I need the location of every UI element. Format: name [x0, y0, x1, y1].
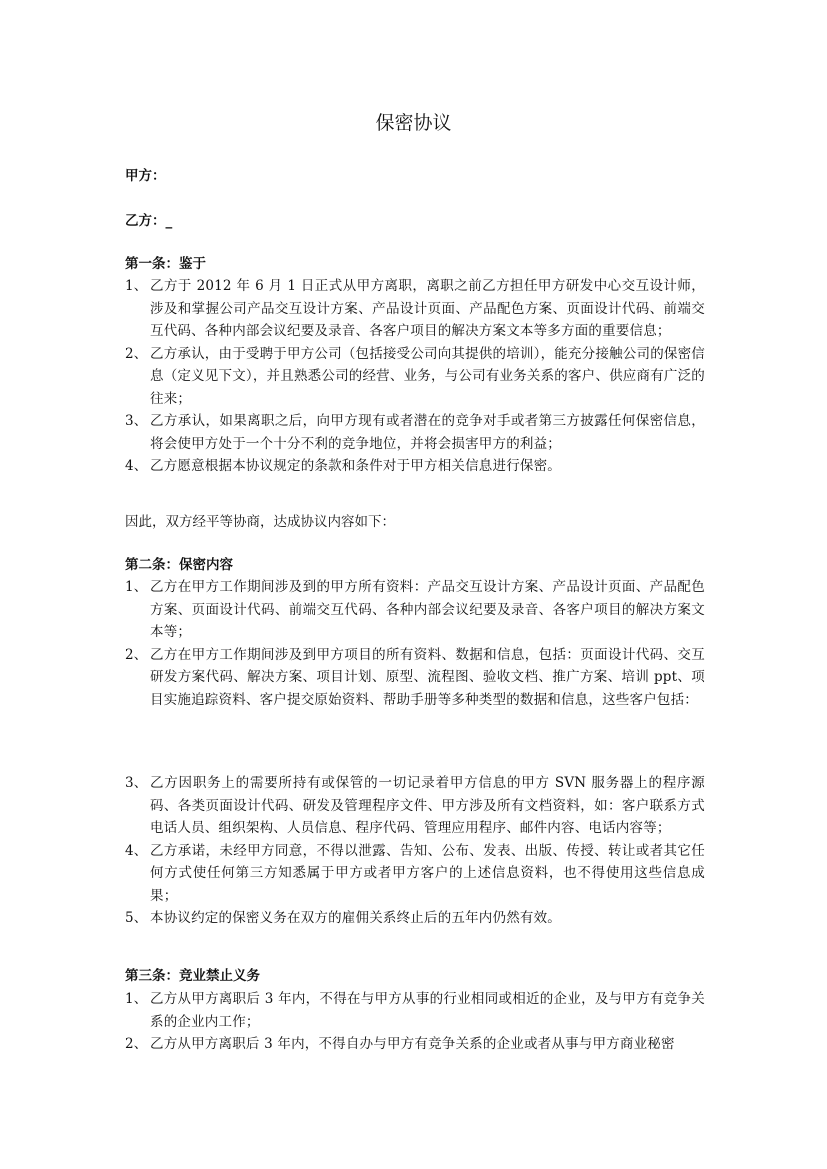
- list-item: 5、 本协议约定的保密义务在双方的雇佣关系终止后的五年内仍然有效。: [125, 910, 561, 926]
- item-text: 乙方在甲方工作期间涉及到甲方项目的所有资料、数据和信息，包括：页面设计代码、交互研发方案代码、解决方案、项目计划、原型、流程图、验收文档、推广方案、培训 ppt、项目实施追踪资料、客户提交原始资料、帮助手册等多种类型的数据和信息，这些客户包括：: [150, 646, 705, 708]
- section-1-heading: 第一条：鉴于: [125, 256, 206, 272]
- item-text: 乙方于 2012 年 6 月 1 日正式从甲方离职，离职之前乙方担任甲方研发中心交互设计师，涉及和掌握公司产品交互设计方案、产品设计页面、产品配色方案、页面设计代码、前端交互代码、各种内部会议纪要及录音、各客户项目的解决方案文本等多方面的重要信息；: [150, 278, 705, 339]
- list-item: 3、 乙方因职务上的需要所持有或保管的一切记录着甲方信息的甲方 SVN 服务器上的程序源码、各类页面设计代码、研发及管理程序文件、甲方涉及所有文档资料，如：客户联系方式电话人员、组织架构、人员信息、程序代码、管理应用程序、邮件内容、电话内容等；: [125, 775, 705, 836]
- party-b-label: 乙方：_: [125, 213, 173, 229]
- list-item: 2、 乙方从甲方离职后 3 年内，不得自办与甲方有竞争关系的企业或者从事与甲方商业秘密: [125, 1036, 675, 1052]
- list-item: 2、 乙方承认，由于受聘于甲方公司（包括接受公司向其提供的培训），能充分接触公司的保密信息（定义见下文），并且熟悉公司的经营、业务，与公司有业务关系的客户、供应商有广泛的往来；: [125, 345, 705, 407]
- list-item: 4、 乙方愿意根据本协议规定的条款和条件对于甲方相关信息进行保密。: [125, 458, 561, 474]
- list-item: 2、 乙方在甲方工作期间涉及到甲方项目的所有资料、数据和信息，包括：页面设计代码、交互研发方案代码、解决方案、项目计划、原型、流程图、验收文档、推广方案、培训 ppt、项目实施追踪资料、客户提交原始资料、帮助手册等多种类型的数据和信息，这些客户包括：: [125, 646, 705, 708]
- item-text: 乙方从甲方离职后 3 年内，不得在与甲方从事的行业相同或相近的企业，及与甲方有竞争关系的企业内工作；: [150, 991, 705, 1030]
- list-item: 3、 乙方承认，如果离职之后，向甲方现有或者潜在的竞争对手或者第三方披露任何保密信息，将会使甲方处于一个十分不利的竞争地位，并将会损害甲方的利益；: [125, 413, 705, 452]
- transition-paragraph: 因此，双方经平等协商，达成协议内容如下：: [125, 514, 395, 530]
- list-item: 1、 乙方在甲方工作期间涉及到的甲方所有资料：产品交互设计方案、产品设计页面、产品配色方案、页面设计代码、前端交互代码、各种内部会议纪要及录音、各客户项目的解决方案文本等；: [125, 579, 705, 640]
- item-text: 乙方承认，由于受聘于甲方公司（包括接受公司向其提供的培训），能充分接触公司的保密信息（定义见下文），并且熟悉公司的经营、业务，与公司有业务关系的客户、供应商有广泛的往来；: [150, 345, 705, 407]
- item-text: 乙方在甲方工作期间涉及到的甲方所有资料：产品交互设计方案、产品设计页面、产品配色方案、页面设计代码、前端交互代码、各种内部会议纪要及录音、各客户项目的解决方案文本等；: [150, 579, 705, 640]
- list-item: 4、 乙方承诺，未经甲方同意，不得以泄露、告知、公布、发表、出版、传授、转让或者其它任何方式使任何第三方知悉属于甲方或者甲方客户的上述信息资料，也不得使用这些信息成果；: [125, 842, 705, 904]
- section-1-list: [125, 275, 705, 478]
- item-text: 乙方从甲方离职后 3 年内，不得自办与甲方有竞争关系的企业或者从事与甲方商业秘密: [150, 1036, 675, 1052]
- party-a-label: 甲方：: [125, 168, 166, 184]
- item-text: 乙方愿意根据本协议规定的条款和条件对于甲方相关信息进行保密。: [150, 458, 561, 474]
- item-text: 乙方承诺，未经甲方同意，不得以泄露、告知、公布、发表、出版、传授、转让或者其它任何方式使任何第三方知悉属于甲方或者甲方客户的上述信息资料，也不得使用这些信息成果；: [150, 842, 705, 904]
- list-item: 1、 乙方于 2012 年 6 月 1 日正式从甲方离职，离职之前乙方担任甲方研发中心交互设计师，涉及和掌握公司产品交互设计方案、产品设计页面、产品配色方案、页面设计代码、前端交互代码、各种内部会议纪要及录音、各客户项目的解决方案文本等多方面的重要信息；: [125, 278, 705, 339]
- document-title: 保密协议: [375, 112, 452, 134]
- section-2-list-b: [125, 772, 705, 930]
- section-3-list: [125, 988, 705, 1056]
- section-3-heading: 第三条：竞业禁止义务: [125, 968, 260, 984]
- item-text: 乙方因职务上的需要所持有或保管的一切记录着甲方信息的甲方 SVN 服务器上的程序源码、各类页面设计代码、研发及管理程序文件、甲方涉及所有文档资料，如：客户联系方式电话人员、组织架构、人员信息、程序代码、管理应用程序、邮件内容、电话内容等；: [150, 775, 705, 836]
- list-item: 1、 乙方从甲方离职后 3 年内，不得在与甲方从事的行业相同或相近的企业，及与甲方有竞争关系的企业内工作；: [125, 991, 705, 1030]
- section-2-list-a: [125, 576, 705, 711]
- item-text: 本协议约定的保密义务在双方的雇佣关系终止后的五年内仍然有效。: [150, 910, 561, 926]
- section-2-heading: 第二条：保密内容: [125, 557, 233, 573]
- item-text: 乙方承认，如果离职之后，向甲方现有或者潜在的竞争对手或者第三方披露任何保密信息，将会使甲方处于一个十分不利的竞争地位，并将会损害甲方的利益；: [150, 413, 705, 452]
